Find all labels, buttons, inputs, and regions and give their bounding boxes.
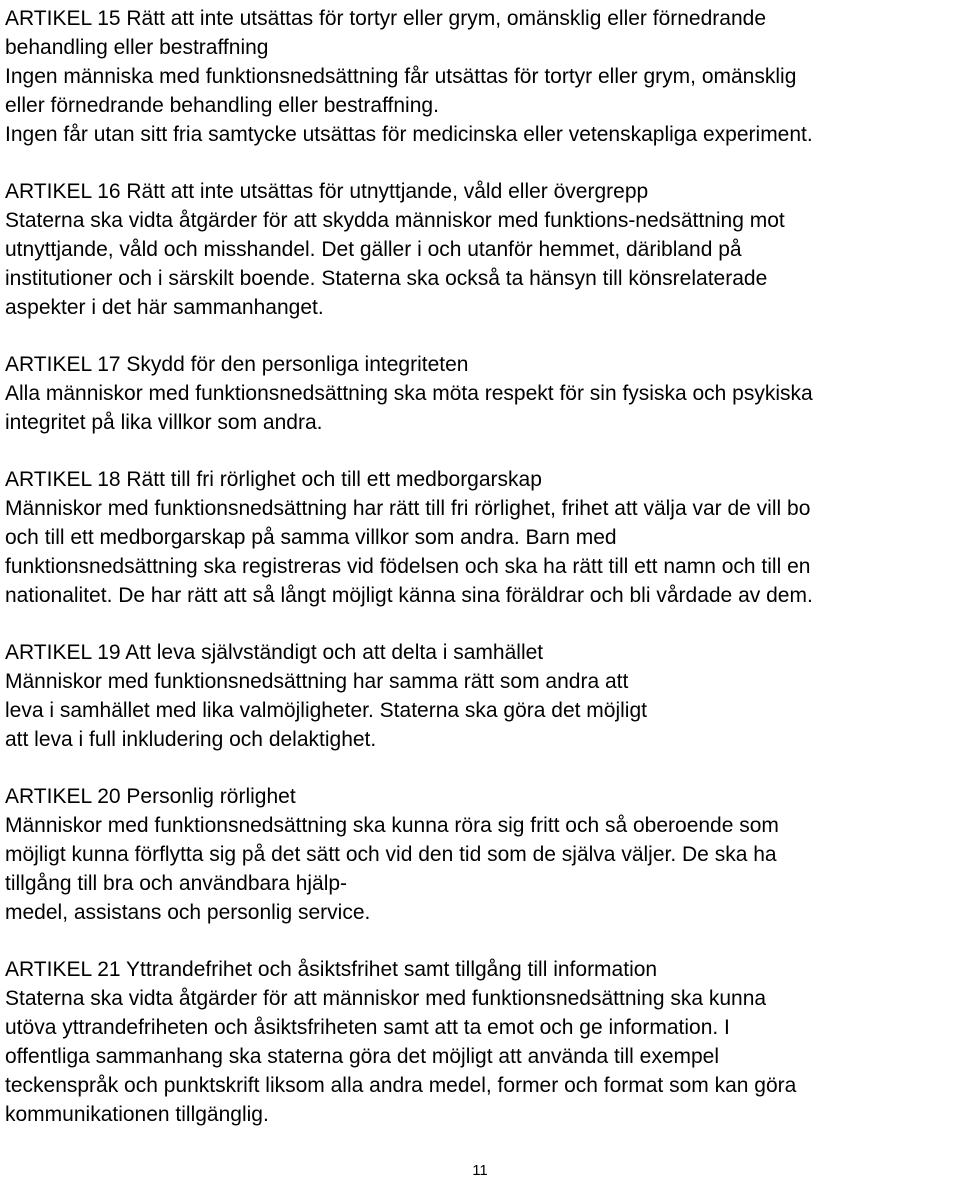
article-text-line: offentliga sammanhang ska staterna göra det möjligt att använda till exempel (5, 1045, 720, 1068)
article-heading: ARTIKEL 21 Yttrandefrihet och åsiktsfrihet samt tillgång till information (5, 958, 658, 981)
article-16 (5, 177, 955, 322)
article-text-line: institutioner och i särskilt boende. Staterna ska också ta hänsyn till könsrelaterade (5, 267, 768, 290)
article-text-line: och till ett medborgarskap på samma villkor som andra. Barn med (5, 526, 617, 549)
article-heading-continued: behandling eller bestraffning (5, 36, 269, 59)
article-21 (5, 955, 955, 1129)
article-text-line: funktionsnedsättning ska registreras vid födelsen och ska ha rätt till ett namn och till en (5, 555, 811, 578)
article-text-line: Staterna ska vidta åtgärder för att människor med funktionsnedsättning ska kunna (5, 987, 767, 1010)
article-text-line: eller förnedrande behandling eller bestraffning. (5, 94, 439, 117)
article-text-line: medel, assistans och personlig service. (5, 901, 371, 924)
article-text-line: nationalitet. De har rätt att så långt möjligt känna sina föräldrar och bli vårdade av dem. (5, 584, 813, 607)
article-heading: ARTIKEL 15 Rätt att inte utsättas för tortyr eller grym, omänsklig eller förnedrande (5, 7, 767, 30)
article-heading: ARTIKEL 16 Rätt att inte utsättas för utnyttjande, våld eller övergrepp (5, 180, 649, 203)
article-text-line: teckenspråk och punktskrift liksom alla andra medel, former och format som kan göra (5, 1074, 797, 1097)
article-text-line: integritet på lika villkor som andra. (5, 411, 323, 434)
document-page (5, 4, 955, 1157)
article-17 (5, 350, 955, 437)
article-heading: ARTIKEL 20 Personlig rörlighet (5, 785, 296, 808)
article-text-line: möjligt kunna förflytta sig på det sätt och vid den tid som de själva väljer. De ska ha (5, 843, 777, 866)
article-text-line: leva i samhället med lika valmöjligheter. Staterna ska göra det möjligt (5, 699, 647, 722)
article-text-line: Människor med funktionsnedsättning har rätt till fri rörlighet, frihet att välja var de vill bo (5, 497, 811, 520)
article-text-line: tillgång till bra och användbara hjälp- (5, 872, 348, 895)
article-18 (5, 465, 955, 610)
article-text-line: Människor med funktionsnedsättning har samma rätt som andra att (5, 670, 629, 693)
article-text-line: utnyttjande, våld och misshandel. Det gäller i och utanför hemmet, däribland på (5, 238, 742, 261)
article-heading: ARTIKEL 19 Att leva självständigt och att delta i samhället (5, 641, 544, 664)
article-19 (5, 638, 955, 754)
article-text-line: Människor med funktionsnedsättning ska kunna röra sig fritt och så oberoende som (5, 814, 779, 837)
article-20 (5, 782, 955, 927)
article-heading: ARTIKEL 17 Skydd för den personliga integriteten (5, 353, 469, 376)
article-text-line: Staterna ska vidta åtgärder för att skydda människor med funktions-nedsättning mot (5, 209, 785, 232)
page-number: 11 (472, 1162, 488, 1179)
article-text-line: att leva i full inkludering och delaktighet. (5, 728, 377, 751)
article-text-line: Ingen får utan sitt fria samtycke utsättas för medicinska eller vetenskapliga experiment. (5, 123, 813, 146)
article-text-line: utöva yttrandefriheten och åsiktsfriheten samt att ta emot och ge information. I (5, 1016, 730, 1039)
article-text-line: Ingen människa med funktionsnedsättning får utsättas för tortyr eller grym, omänsklig (5, 65, 797, 88)
article-text-line: Alla människor med funktionsnedsättning ska möta respekt för sin fysiska och psykiska (5, 382, 813, 405)
article-text-line: aspekter i det här sammanhanget. (5, 296, 324, 319)
article-15 (5, 4, 955, 149)
article-heading: ARTIKEL 18 Rätt till fri rörlighet och till ett medborgarskap (5, 468, 542, 491)
article-text-line: kommunikationen tillgänglig. (5, 1103, 269, 1126)
